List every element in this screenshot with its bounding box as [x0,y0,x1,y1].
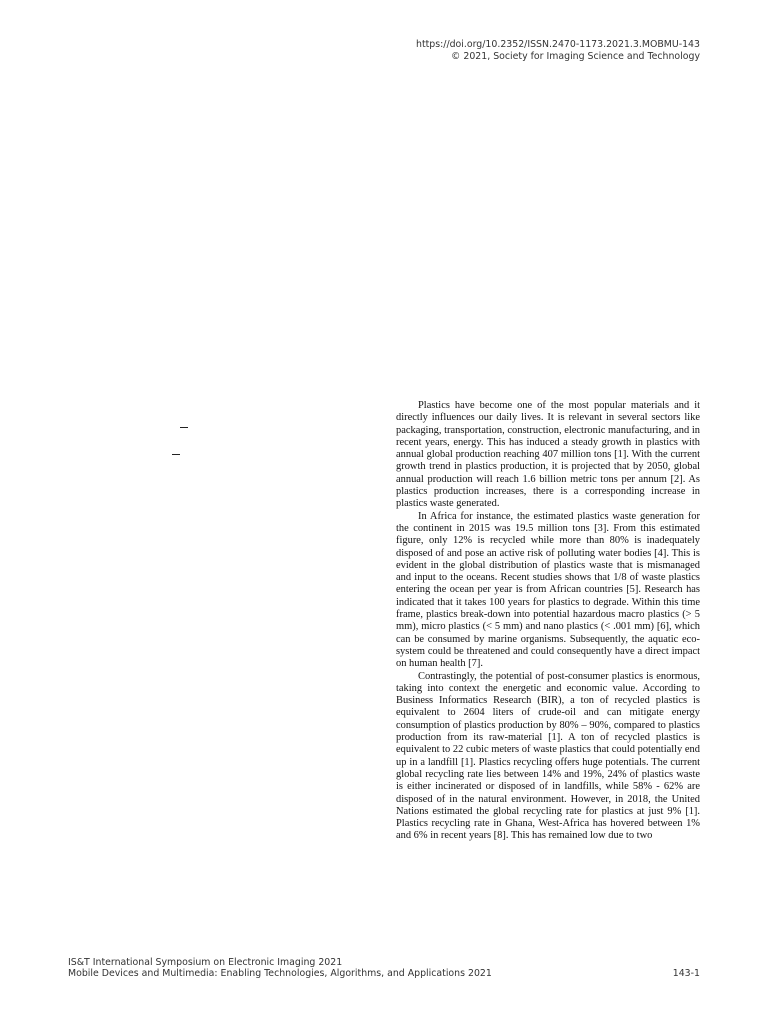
symposium-title: IS&T International Symposium on Electronic Imaging 2021 [68,957,343,968]
conference-title: Mobile Devices and Multimedia: Enabling Technologies, Algorithms, and Applications 2021 [68,968,492,980]
body-paragraph: In Africa for instance, the estimated plastics waste generation for the continent in 2015 was 19.5 million tons [3]. From this estimated figure, only 12% is recycled while more than 80% is inadequately disposed of and pose an active risk of polluting water bodies [4]. This is evident in the global distribution of plastics waste that is mismanaged and input to the oceans. Recent studies shows that 1/8 of waste plastics entering the ocean per year is from African countries [5]. Research has indicated that it takes 100 years for plastics to degrade. Within this time frame, plastics break-down into potential hazardous macro plastics (> 5 mm), micro plastics (< 5 mm) and nano plastics (< .001 mm) [6], which can be consumed by marine organisms. Subsequently, the aquatic eco-system could be threatened and could consequently have a direct impact on human health [7]. [396,510,700,670]
body-text-column [396,400,700,843]
underline-mark [172,454,180,455]
body-paragraph: Plastics have become one of the most popular materials and it directly influences our daily lives. It is relevant in several sectors like packaging, transportation, construction, electronic manufacturing, and in recent years, energy. This has induced a steady growth in plastics with annual global production reaching 407 million tons [1]. With the current growth trend in plastics production, it is projected that by 2050, global annual production will reach 1.6 billion metric tons per annum [2]. As plastics production increases, there is a corresponding increase in plastics waste generated. [396,400,700,510]
doi-link[interactable]: https://doi.org/10.2352/ISSN.2470-1173.2021.3.MOBMU-143 [416,39,700,50]
copyright-notice: © 2021, Society for Imaging Science and Technology [451,50,700,62]
underline-mark [180,427,188,428]
body-paragraph: Contrastingly, the potential of post-consumer plastics is enormous, taking into context the energetic and economic value. According to Business Informatics Research (BIR), a ton of recycled plastics is equivalent to 2604 liters of crude-oil and can mitigate energy consumption of plastics production by 80% – 90%, compared to plastics production from its raw-material [1]. A ton of recycled plastics is equivalent to 22 cubic meters of waste plastics that could potentially end up in a landfill [1]. Plastics recycling offers huge potentials. The current global recycling rate lies between 14% and 19%, 24% of plastics waste is either incinerated or disposed of in landfills, while 58% - 62% are disposed of in the natural environment. However, in 2018, the United Nations estimated the global recycling rate for plastics at just 9% [1]. Plastics recycling rate in Ghana, West-Africa has hovered between 1% and 6% in recent years [8]. This has remained low due to two [396,670,700,842]
page-number: 143-1 [672,968,700,979]
page-header [416,39,700,62]
page-footer [68,957,492,980]
